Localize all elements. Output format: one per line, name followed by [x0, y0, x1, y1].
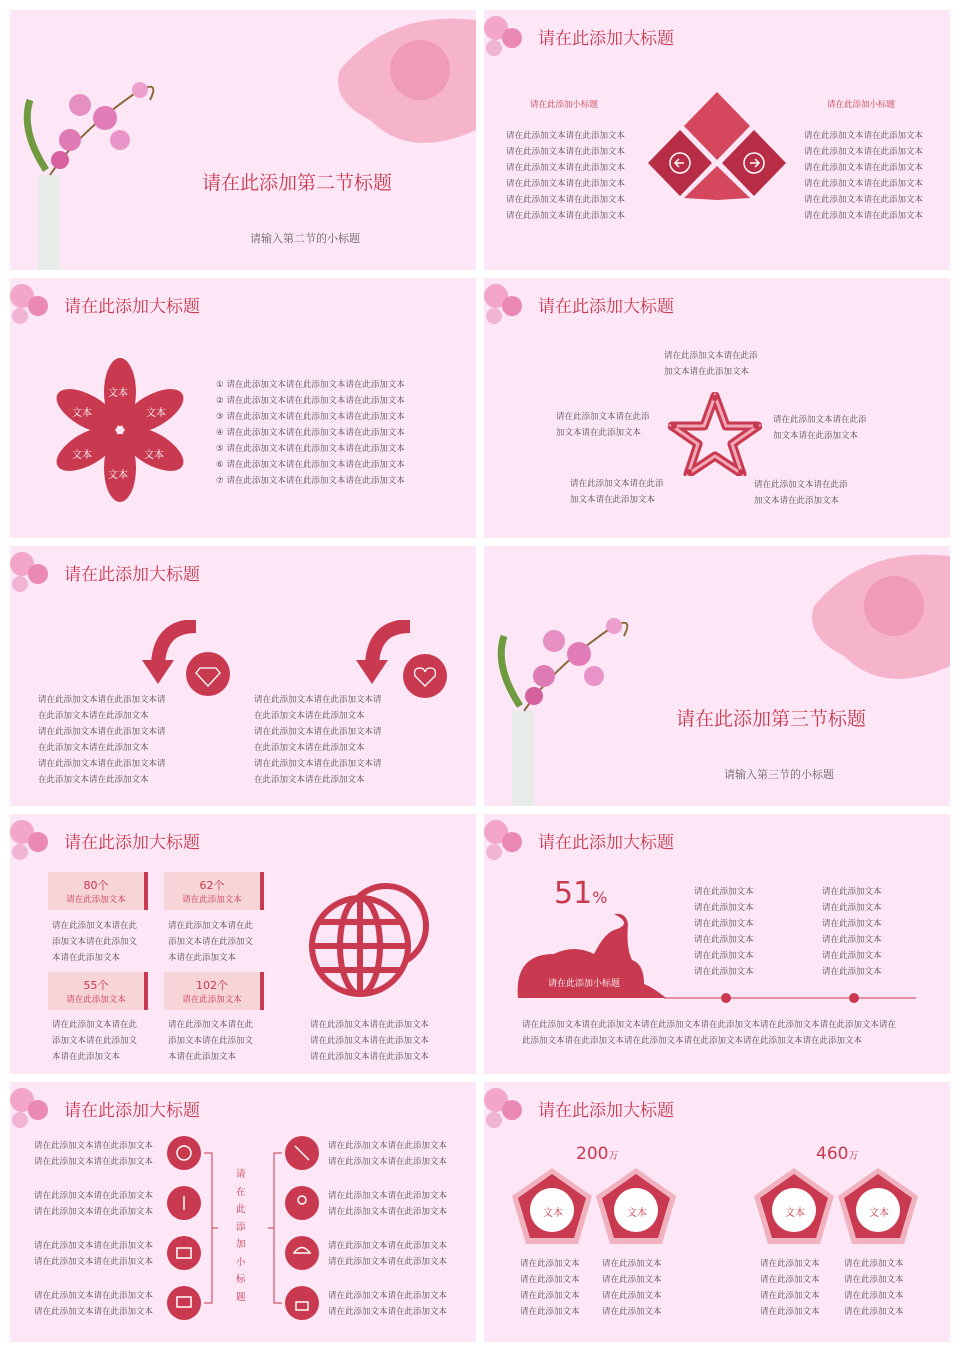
arrow-diamond-graphic	[136, 620, 236, 700]
hill-label: 请在此添加小标题	[548, 979, 621, 989]
slide-title: 请在此添加大标题	[538, 833, 674, 853]
slide-title: 请在此添加大标题	[538, 297, 674, 317]
right-bullet-list: 请在此添加文本请在此添加文本请 在此添加文本请在此添加文本 请在此添加文本请在此添加文本请 在此添加文本请在此添加文本 请在此添加文本请在此添加文本请 在此添加文本请在此添加文本	[254, 695, 382, 785]
pentagon-text: 请在此添加文本 请在此添加文本 请在此添加文本 请在此添加文本	[844, 1259, 904, 1317]
slide-icon-list[interactable]	[10, 1082, 476, 1342]
value-200: 200万	[576, 1144, 619, 1164]
orchid-vase-image	[10, 10, 476, 270]
stat-card: 102个 请在此添加文本	[164, 972, 264, 1010]
slide-diamonds[interactable]	[484, 10, 950, 270]
card-text: 请在此添加文本请在此 添加文本请在此添加文 本请在此添加文本	[52, 1020, 138, 1062]
flower-corner-icon	[484, 278, 534, 328]
slide-title: 请在此添加大标题	[64, 565, 200, 585]
left-bullet-list: 请在此添加文本请在此添加文本请 在此添加文本请在此添加文本 请在此添加文本请在此添加文本请 在此添加文本请在此添加文本 请在此添加文本请在此添加文本请 在此添加文本请在此添加文本	[38, 695, 166, 785]
slide-title: 请在此添加大标题	[538, 29, 674, 49]
numbered-list: ① 请在此添加文本请在此添加文本请在此添加文本 ② 请在此添加文本请在此添加文本请在此添加文本 ③ 请在此添加文本请在此添加文本请在此添加文本 ④ 请在此添加文本请在此添加文本请在此添加文本 ⑤ 请在此添加文本请在此添加文本请在此添加文本 ⑥ 请在此添加文本请在此添加文本请在此添加文本 ⑦ 请在此添加文本请在此添加文本请在此添加文本	[216, 380, 405, 486]
flower-corner-icon	[484, 10, 534, 60]
star-text-right: 请在此添加文本请在此添 加文本请在此添加文本	[773, 415, 867, 441]
star-text-left: 请在此添加文本请在此添 加文本请在此添加文本	[556, 412, 650, 438]
star-text-bottom-right: 请在此添加文本请在此添 加文本请在此添加文本	[754, 480, 848, 506]
slide-arrows[interactable]	[10, 546, 476, 806]
petal-label: 文本	[108, 470, 128, 481]
slide-title: 请在此添加大标题	[64, 297, 200, 317]
card-text: 请在此添加文本请在此 添加文本请在此添加文 本请在此添加文本	[168, 1020, 254, 1062]
right-text: 请在此添加文本请在此添加文本 请在此添加文本请在此添加文本	[328, 1141, 448, 1167]
petal-label: 文本	[72, 450, 92, 461]
stat-card: 62个 请在此添加文本	[164, 872, 264, 910]
column-text: 请在此添加文本 请在此添加文本 请在此添加文本 请在此添加文本 请在此添加文本 请在此添加文本	[694, 887, 754, 977]
flower-corner-icon	[10, 278, 60, 328]
section-title: 请在此添加第三节标题	[676, 708, 867, 730]
slide-flower-list[interactable]	[10, 278, 476, 538]
right-subtitle: 请在此添加小标题	[827, 100, 896, 110]
slide-globe-stats[interactable]	[10, 814, 476, 1074]
right-text-block: 请在此添加文本请在此添加文本 请在此添加文本请在此添加文本 请在此添加文本请在此添加文本 请在此添加文本请在此添加文本 请在此添加文本请在此添加文本 请在此添加文本请在此添加文本	[804, 131, 924, 221]
left-text-block: 请在此添加文本请在此添加文本 请在此添加文本请在此添加文本 请在此添加文本请在此添加文本 请在此添加文本请在此添加文本 请在此添加文本请在此添加文本 请在此添加文本请在此添加文本	[506, 131, 626, 221]
petal-label: 文本	[108, 388, 128, 399]
flower-petal-graphic	[50, 350, 190, 510]
value-460: 460万	[816, 1144, 859, 1164]
pentagon-label: 文本	[785, 1208, 805, 1219]
pentagon-label: 文本	[543, 1208, 563, 1219]
pentagon-text: 请在此添加文本 请在此添加文本 请在此添加文本 请在此添加文本	[520, 1259, 580, 1317]
flower-corner-icon	[484, 814, 534, 864]
card-text: 请在此添加文本请在此 添加文本请在此添加文 本请在此添加文本	[52, 921, 138, 963]
percent-value: 51%	[554, 876, 608, 911]
section-subtitle: 请输入第二节的小标题	[250, 232, 360, 245]
pentagon-pair-right	[752, 1166, 922, 1250]
slide-section-three[interactable]	[484, 546, 950, 806]
flower-corner-icon	[10, 546, 60, 596]
left-subtitle: 请在此添加小标题	[530, 100, 599, 110]
arrow-heart-graphic	[350, 620, 450, 700]
slide-title: 请在此添加大标题	[64, 1101, 200, 1121]
right-text: 请在此添加文本请在此添加文本 请在此添加文本请在此添加文本	[328, 1191, 448, 1217]
slide-pentagons[interactable]	[484, 1082, 950, 1342]
star-text-top: 请在此添加文本请在此添 加文本请在此添加文本	[664, 351, 758, 377]
left-text: 请在此添加文本请在此添加文本 请在此添加文本请在此添加文本	[34, 1241, 154, 1267]
pentagon-text: 请在此添加文本 请在此添加文本 请在此添加文本 请在此添加文本	[602, 1259, 662, 1317]
timeline	[664, 990, 920, 1006]
pentagon-label: 文本	[627, 1208, 647, 1219]
star-text-bottom-left: 请在此添加文本请在此添 加文本请在此添加文本	[570, 479, 664, 505]
slide-section-two[interactable]	[10, 10, 476, 270]
orchid-vase-image	[484, 546, 950, 806]
column-text: 请在此添加文本 请在此添加文本 请在此添加文本 请在此添加文本 请在此添加文本 请在此添加文本	[822, 887, 882, 977]
left-text: 请在此添加文本请在此添加文本 请在此添加文本请在此添加文本	[34, 1141, 154, 1167]
slide-title: 请在此添加大标题	[538, 1101, 674, 1121]
card-text: 请在此添加文本请在此 添加文本请在此添加文 本请在此添加文本	[168, 921, 254, 963]
petal-label: 文本	[144, 450, 164, 461]
section-subtitle: 请输入第三节的小标题	[724, 768, 834, 781]
flower-corner-icon	[10, 814, 60, 864]
flower-corner-icon	[484, 1082, 534, 1132]
globe-text: 请在此添加文本请在此添加文本 请在此添加文本请在此添加文本 请在此添加文本请在此添加文本	[310, 1020, 430, 1062]
left-text: 请在此添加文本请在此添加文本 请在此添加文本请在此添加文本	[34, 1291, 154, 1317]
pentagon-text: 请在此添加文本 请在此添加文本 请在此添加文本 请在此添加文本	[760, 1259, 820, 1317]
vertical-subtitle: 请 在 此 添 加 小 标 题	[236, 1169, 246, 1303]
diamond-graphic	[640, 90, 794, 200]
star-graphic	[668, 392, 762, 476]
left-text: 请在此添加文本请在此添加文本 请在此添加文本请在此添加文本	[34, 1191, 154, 1217]
slide-title: 请在此添加大标题	[64, 833, 200, 853]
petal-label: 文本	[146, 408, 166, 419]
slide-percent[interactable]	[484, 814, 950, 1074]
petal-label: 文本	[72, 408, 92, 419]
right-text: 请在此添加文本请在此添加文本 请在此添加文本请在此添加文本	[328, 1291, 448, 1317]
right-text: 请在此添加文本请在此添加文本 请在此添加文本请在此添加文本	[328, 1241, 448, 1267]
flower-corner-icon	[10, 1082, 60, 1132]
bottom-paragraph: 请在此添加文本请在此添加文本请在此添加文本请在此添加文本请在此添加文本请在此添加文本请在 此添加文本请在此添加文本请在此添加文本请在此添加文本请在此添加文本请在此添加文本	[522, 1020, 897, 1046]
pentagon-pair-left	[510, 1166, 680, 1250]
slide-star[interactable]	[484, 278, 950, 538]
globe-icon	[306, 878, 440, 998]
pentagon-label: 文本	[869, 1208, 889, 1219]
section-title: 请在此添加第二节标题	[202, 172, 393, 194]
stat-card: 55个 请在此添加文本	[48, 972, 148, 1010]
stat-card: 80个 请在此添加文本	[48, 872, 148, 910]
